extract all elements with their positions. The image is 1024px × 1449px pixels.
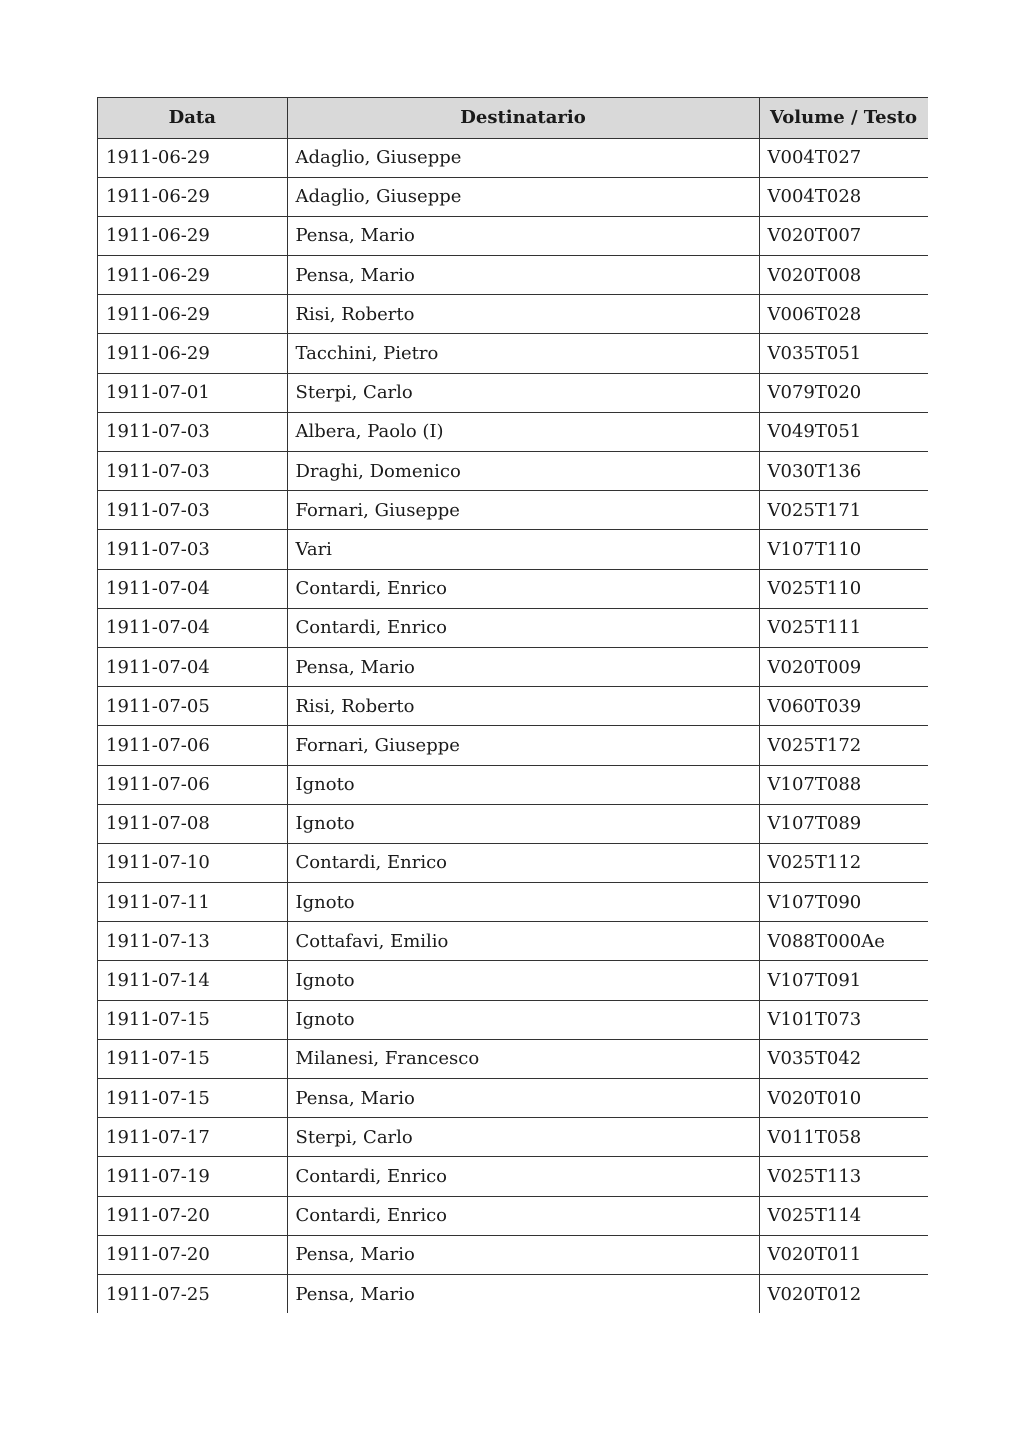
table-row: [98, 138, 928, 177]
cell-volume-text: V025T113: [759, 1157, 928, 1196]
cell-volume-text: V025T112: [759, 843, 928, 882]
cell-date: 1911-06-29: [98, 256, 287, 295]
cell-volume-text: V020T009: [759, 647, 928, 686]
cell-recipient: Contardi, Enrico: [287, 569, 759, 608]
cell-date: 1911-07-20: [98, 1196, 287, 1235]
cell-date: 1911-07-05: [98, 687, 287, 726]
cell-volume-text: V107T091: [759, 961, 928, 1000]
cell-date: 1911-06-29: [98, 334, 287, 373]
cell-recipient: Cottafavi, Emilio: [287, 922, 759, 961]
cell-date: 1911-07-06: [98, 765, 287, 804]
table-row: [98, 295, 928, 334]
cell-recipient: Sterpi, Carlo: [287, 1118, 759, 1157]
cell-volume-text: V107T088: [759, 765, 928, 804]
cell-recipient: Adaglio, Giuseppe: [287, 177, 759, 216]
cell-recipient: Risi, Roberto: [287, 295, 759, 334]
cell-volume-text: V020T011: [759, 1235, 928, 1274]
cell-volume-text: V020T008: [759, 256, 928, 295]
cell-date: 1911-07-01: [98, 373, 287, 412]
table-row: [98, 1000, 928, 1039]
cell-volume-text: V079T020: [759, 373, 928, 412]
cell-date: 1911-07-04: [98, 569, 287, 608]
cell-date: 1911-07-19: [98, 1157, 287, 1196]
cell-date: 1911-07-03: [98, 412, 287, 451]
table-row: [98, 687, 928, 726]
cell-volume-text: V101T073: [759, 1000, 928, 1039]
cell-recipient: Ignoto: [287, 1000, 759, 1039]
cell-recipient: Sterpi, Carlo: [287, 373, 759, 412]
cell-volume-text: V004T027: [759, 138, 928, 177]
cell-volume-text: V030T136: [759, 452, 928, 491]
cell-volume-text: V004T028: [759, 177, 928, 216]
cell-recipient: Pensa, Mario: [287, 256, 759, 295]
cell-recipient: Draghi, Domenico: [287, 452, 759, 491]
table-row: [98, 883, 928, 922]
cell-volume-text: V025T111: [759, 608, 928, 647]
table-row: [98, 1274, 928, 1313]
cell-date: 1911-06-29: [98, 177, 287, 216]
cell-recipient: Pensa, Mario: [287, 216, 759, 255]
table-row: [98, 608, 928, 647]
cell-volume-text: V060T039: [759, 687, 928, 726]
column-header-date: Data: [98, 98, 287, 138]
cell-recipient: Fornari, Giuseppe: [287, 726, 759, 765]
cell-volume-text: V088T000Ae: [759, 922, 928, 961]
cell-date: 1911-07-03: [98, 491, 287, 530]
cell-date: 1911-07-13: [98, 922, 287, 961]
cell-date: 1911-07-08: [98, 804, 287, 843]
header-row: [98, 98, 928, 138]
cell-date: 1911-07-04: [98, 608, 287, 647]
cell-recipient: Adaglio, Giuseppe: [287, 138, 759, 177]
cell-date: 1911-07-10: [98, 843, 287, 882]
cell-recipient: Ignoto: [287, 883, 759, 922]
cell-date: 1911-07-11: [98, 883, 287, 922]
cell-date: 1911-06-29: [98, 138, 287, 177]
cell-recipient: Vari: [287, 530, 759, 569]
cell-volume-text: V020T007: [759, 216, 928, 255]
column-header-recipient: Destinatario: [287, 98, 759, 138]
cell-recipient: Pensa, Mario: [287, 1235, 759, 1274]
cell-date: 1911-07-15: [98, 1079, 287, 1118]
letters-table: [98, 98, 928, 1313]
table-row: [98, 647, 928, 686]
table-row: [98, 726, 928, 765]
table-row: [98, 256, 928, 295]
table-row: [98, 961, 928, 1000]
cell-volume-text: V025T172: [759, 726, 928, 765]
cell-date: 1911-06-29: [98, 295, 287, 334]
table-row: [98, 530, 928, 569]
table-row: [98, 1079, 928, 1118]
table-row: [98, 569, 928, 608]
cell-recipient: Risi, Roberto: [287, 687, 759, 726]
cell-volume-text: V020T010: [759, 1079, 928, 1118]
cell-recipient: Contardi, Enrico: [287, 843, 759, 882]
cell-recipient: Pensa, Mario: [287, 1079, 759, 1118]
cell-date: 1911-07-03: [98, 530, 287, 569]
cell-date: 1911-06-29: [98, 216, 287, 255]
table-row: [98, 843, 928, 882]
cell-volume-text: V107T110: [759, 530, 928, 569]
table-row: [98, 804, 928, 843]
cell-recipient: Contardi, Enrico: [287, 1196, 759, 1235]
cell-date: 1911-07-20: [98, 1235, 287, 1274]
cell-volume-text: V020T012: [759, 1274, 928, 1313]
table-row: [98, 1235, 928, 1274]
cell-recipient: Tacchini, Pietro: [287, 334, 759, 373]
cell-date: 1911-07-06: [98, 726, 287, 765]
table-row: [98, 1196, 928, 1235]
table-row: [98, 177, 928, 216]
table-row: [98, 922, 928, 961]
cell-recipient: Contardi, Enrico: [287, 1157, 759, 1196]
table-row: [98, 765, 928, 804]
cell-recipient: Contardi, Enrico: [287, 608, 759, 647]
cell-date: 1911-07-25: [98, 1274, 287, 1313]
cell-volume-text: V006T028: [759, 295, 928, 334]
cell-volume-text: V025T114: [759, 1196, 928, 1235]
cell-recipient: Albera, Paolo (I): [287, 412, 759, 451]
cell-volume-text: V025T110: [759, 569, 928, 608]
cell-volume-text: V025T171: [759, 491, 928, 530]
table-header: [98, 98, 928, 138]
cell-recipient: Ignoto: [287, 765, 759, 804]
table-row: [98, 452, 928, 491]
table-row: [98, 1039, 928, 1078]
cell-recipient: Pensa, Mario: [287, 647, 759, 686]
cell-date: 1911-07-04: [98, 647, 287, 686]
cell-volume-text: V107T090: [759, 883, 928, 922]
table-row: [98, 491, 928, 530]
cell-date: 1911-07-03: [98, 452, 287, 491]
table-row: [98, 216, 928, 255]
cell-recipient: Ignoto: [287, 961, 759, 1000]
letters-table-container: [97, 97, 928, 1313]
column-header-volume-text: Volume / Testo: [759, 98, 928, 138]
table-row: [98, 1118, 928, 1157]
cell-recipient: Fornari, Giuseppe: [287, 491, 759, 530]
table-body: [98, 138, 928, 1313]
cell-recipient: Milanesi, Francesco: [287, 1039, 759, 1078]
cell-volume-text: V035T051: [759, 334, 928, 373]
table-row: [98, 1157, 928, 1196]
cell-volume-text: V035T042: [759, 1039, 928, 1078]
cell-volume-text: V011T058: [759, 1118, 928, 1157]
cell-recipient: Pensa, Mario: [287, 1274, 759, 1313]
cell-volume-text: V107T089: [759, 804, 928, 843]
table-row: [98, 334, 928, 373]
table-row: [98, 373, 928, 412]
cell-date: 1911-07-15: [98, 1000, 287, 1039]
cell-date: 1911-07-17: [98, 1118, 287, 1157]
cell-date: 1911-07-15: [98, 1039, 287, 1078]
cell-recipient: Ignoto: [287, 804, 759, 843]
table-row: [98, 412, 928, 451]
cell-date: 1911-07-14: [98, 961, 287, 1000]
cell-volume-text: V049T051: [759, 412, 928, 451]
